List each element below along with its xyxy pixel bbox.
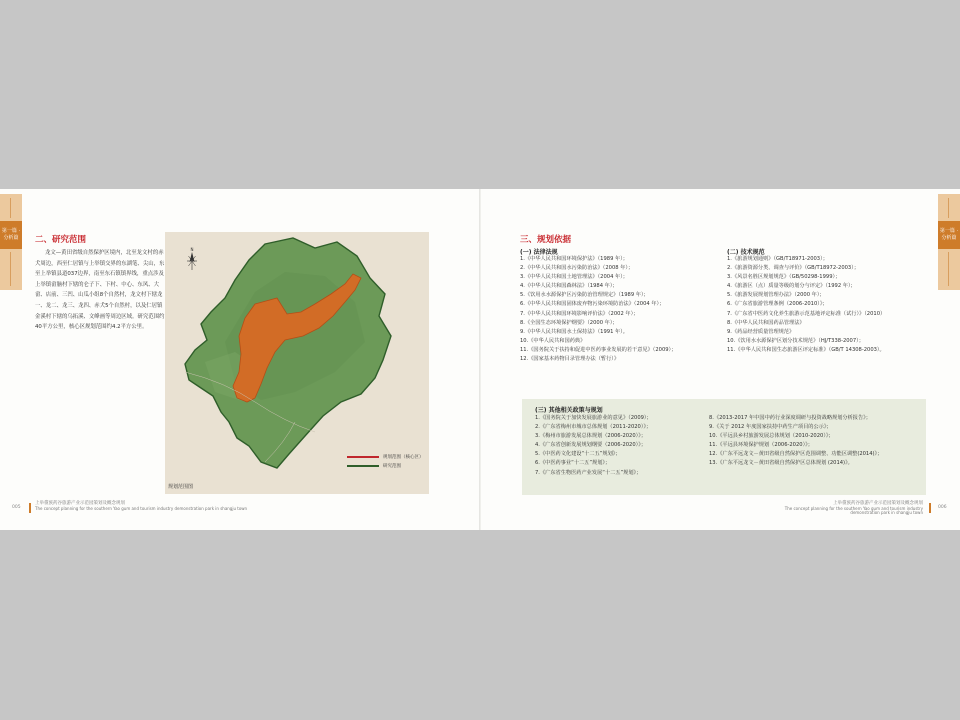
- footer-left: [35, 502, 247, 511]
- tab-accent: [938, 221, 960, 249]
- book-spread: [0, 189, 960, 530]
- list-item: 10.《中华人民共和国药典》: [520, 337, 586, 344]
- list-item: 7.《广东省生物医药产业发展“十二五”规划》；: [535, 469, 642, 476]
- legend-label: 研究范围: [383, 463, 401, 469]
- tab-line: [10, 252, 11, 286]
- list-item: 5.《旅游发展规划管理办法》（2000 年）；: [727, 292, 825, 299]
- chapter-tab-left: [0, 194, 22, 290]
- map-legend: [347, 452, 424, 470]
- chapter-tab-right: [938, 194, 960, 290]
- other-policies-list-a: [535, 414, 652, 478]
- svg-text:N: N: [190, 247, 194, 252]
- list-item: 12.《国家基本药物目录管理办法（暂行）》: [520, 356, 620, 363]
- list-item: 1.《中华人民共和国环境保护法》（1989 年）；: [520, 256, 628, 262]
- laws-heading: (一) 法律法规: [520, 249, 558, 256]
- list-item: 3.《风景名胜区规划规范》（GB/50298-1999）；: [727, 274, 841, 281]
- tech-standards-list: [727, 255, 885, 355]
- laws-list: [520, 255, 676, 364]
- footer-title: 上举畲族药谷旅游产业示范园策划及概念规划: [35, 501, 125, 506]
- legend-item-study: [347, 461, 424, 470]
- tab-line: [948, 252, 949, 286]
- book-gutter: [479, 189, 481, 530]
- section-title-basis: 三、规划依据: [520, 235, 572, 245]
- section-title-scope: 二、研究范围: [35, 235, 87, 245]
- other-policies-list-b: [709, 414, 882, 469]
- legend-swatch: [347, 456, 379, 458]
- list-item: 12.《广东平远龙文－黄田省级自然保护区范围调整、功能区调整(2014)》；: [709, 451, 883, 458]
- list-item: 10.《平远县乡村旅游发展总体规划（2010-2020）》；: [709, 433, 834, 440]
- list-item: 11.《平远县环境保护规划（2006-2020）》；: [709, 442, 813, 449]
- other-heading: (三) 其他相关政策与规划: [535, 407, 603, 414]
- list-item: 8.《全国生态环境保护纲要》（2000 年）；: [520, 319, 618, 326]
- footer-subtitle: The concept planning for the southern Yao gum and tourism industry demonstration park in shangju town: [35, 505, 248, 511]
- map-caption: 规划范围图: [168, 484, 194, 490]
- list-item: 6.《中医药事业“十二五”规划》；: [535, 460, 611, 467]
- list-item: 7.《广东省中医药文化养生旅游示范基地评定标准（试行）》（2010）: [727, 310, 886, 317]
- legend-item-core: [347, 452, 424, 461]
- list-item: 13.《广东平远龙文－黄田省级自然保护区总体规划 (2014)》。: [709, 460, 853, 467]
- list-item: 4.《旅游区（点）质量等级的划分与评定》（1992 年）；: [727, 283, 856, 290]
- list-item: 8.《中华人民共和国药品管理法》: [727, 319, 805, 326]
- scope-intro-text: 龙文—黄田省级自然保护区境内，北至龙文村的赤犬周边，西至仁居镇与上举镇交界的东湖笔、尖山，东至上举镇县道037边界，南至东石镇镇界线，重点涉及上举镇畲脑村下辖的仑子下、下村、中心、东风、大畲、店前、三凹、山瓜小组8个自然村，龙文村下辖龙一、龙二、龙三、龙四、赤犬5个自然村，以及仁居镇金溪村下辖的乌拓溪、文峰画等周边区域。研究范围约40平方公里，核心区规划范围约4.2平方公里。: [35, 250, 165, 331]
- list-item: 10.《饮用水水源保护区划分技术规范》（HJ/T338-2007）；: [727, 337, 864, 344]
- other-policies-panel: [522, 399, 926, 495]
- list-item: 2.《中华人民共和国水污染防治法》（2008 年）；: [520, 265, 634, 272]
- north-arrow-icon: [187, 247, 197, 270]
- list-item: 11.《中华人民共和国生态旅游区评定标准》（GB/T 14308-2003）。: [727, 346, 885, 353]
- list-item: 6.《广东省旅游管理条例（2006-2010）》；: [727, 301, 828, 308]
- list-item: 5.《中医药文化建设“十二五”规划》；: [535, 451, 621, 458]
- list-item: 8.《2013-2017 年中国中药行业深度调研与投资战略规划分析报告》；: [709, 415, 871, 421]
- list-item: 9.《关于 2012 年度国家扶持中药生产项目的公示》；: [709, 424, 832, 431]
- list-item: 3.《梅州市旅游发展总体规划（2006-2020）》；: [535, 433, 647, 440]
- list-item: 1.《国务院关于加快发展旅游业的意见》（2009）；: [535, 415, 652, 421]
- tech-heading: (二) 技术规范: [727, 249, 765, 256]
- page-number-left: 005: [12, 505, 21, 510]
- tab-line: [948, 198, 949, 218]
- footer-right: [763, 502, 923, 516]
- list-item: 2.《旅游资源分类、调查与评价》（GB/T18972-2003）；: [727, 265, 860, 272]
- tab-accent: [0, 221, 22, 249]
- list-item: 3.《中华人民共和国土地管理法》（2004 年）；: [520, 274, 628, 281]
- legend-label: 规划范围（核心区）: [383, 454, 424, 460]
- list-item: 5.《饮用水水源保护区污染防治管理规定》（1989 年）；: [520, 292, 649, 299]
- list-item: 9.《中华人民共和国水土保持法》（1991 年）。: [520, 328, 628, 335]
- list-item: 6.《中华人民共和国固体废弃物污染环境防治法》（2004 年）；: [520, 301, 665, 308]
- footer-subtitle: The concept planning for the southern Yao gum and tourism industry demonstration park in shangju town: [784, 505, 923, 515]
- legend-swatch: [347, 465, 379, 467]
- footer-mark: [29, 503, 31, 513]
- list-item: 9.《药品经营质量管理规范》: [727, 328, 795, 335]
- footer-title: 上举畲族药谷旅游产业示范园策划及概念规划: [833, 501, 923, 506]
- footer-mark: [929, 503, 931, 513]
- list-item: 11.《国务院关于扶持和促进中医药事业发展的若干意见》（2009）；: [520, 346, 677, 353]
- page-number-right: 006: [938, 505, 947, 510]
- list-item: 4.《广东省创新发展规划纲要（2006-2020）》；: [535, 442, 647, 449]
- tab-label: 第一篇 · 分析篇: [939, 228, 959, 241]
- list-item: 7.《中华人民共和国环境影响评价法》（2002 年）；: [520, 310, 639, 317]
- scope-map: [165, 232, 429, 494]
- list-item: 4.《中华人民共和国森林法》（1984 年）；: [520, 283, 618, 290]
- tab-label: 第一篇 · 分析篇: [1, 228, 21, 241]
- list-item: 2.《广东省梅州市城市总体规划（2011-2020）》；: [535, 424, 652, 431]
- tab-line: [10, 198, 11, 218]
- list-item: 1.《旅游规划通则》（GB/T18971-2003）；: [727, 256, 828, 262]
